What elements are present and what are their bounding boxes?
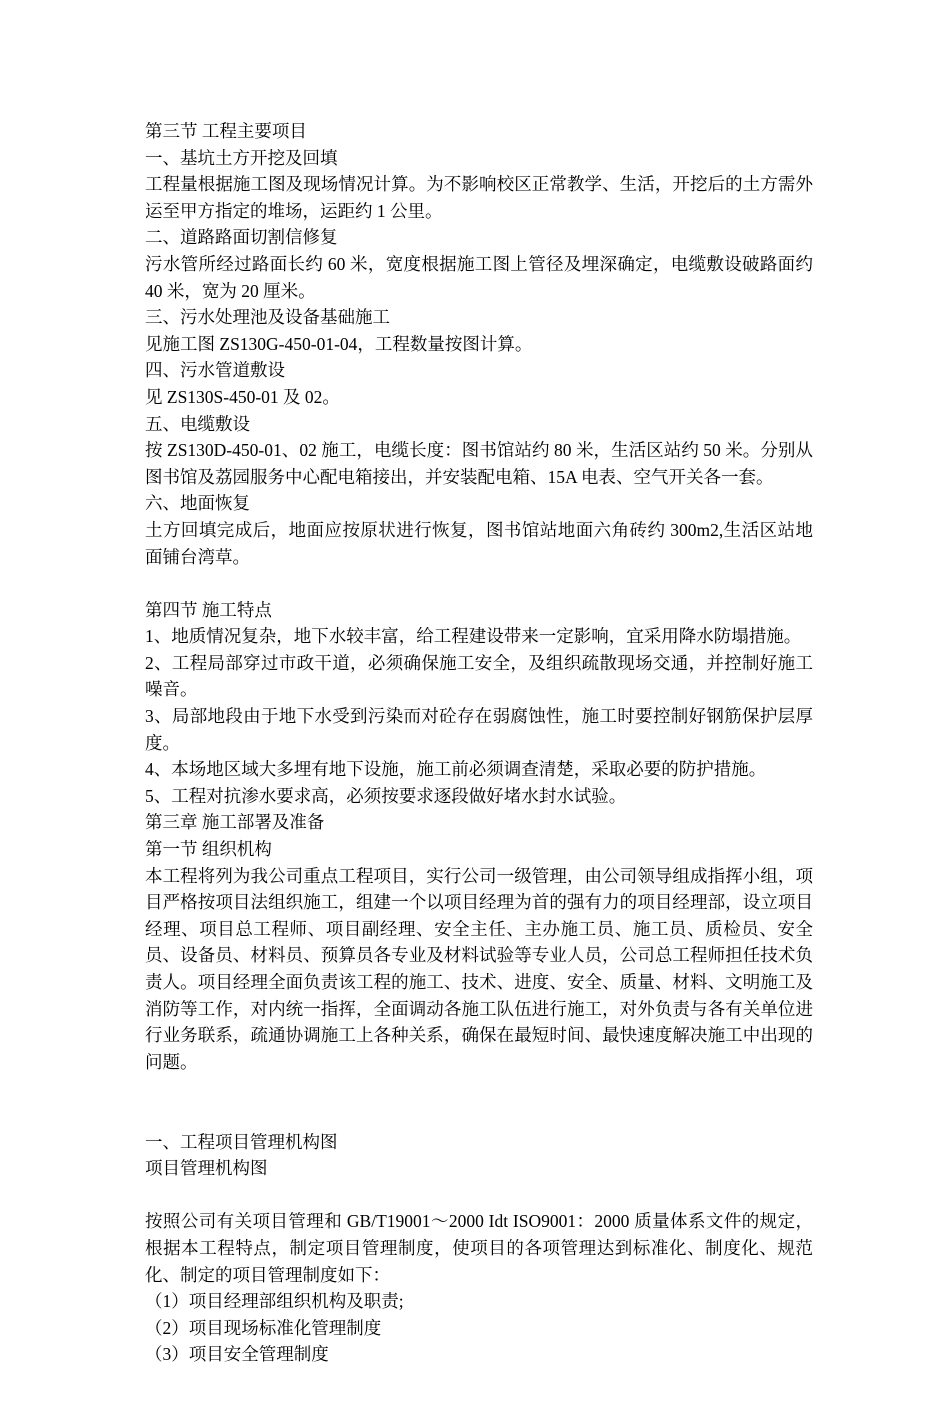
- document-paragraph: 本工程将列为我公司重点工程项目，实行公司一级管理，由公司领导组成指挥小组，项目严格按项目法组织施工，组建一个以项目经理为首的强有力的项目经理部，设立项目经理、项目总工程师、项目副经理、安全主任、主办施工员、施工员、质检员、安全员、设备员、材料员、预算员各专业及材料试验等专业人员，公司总工程师担任技术负责人。项目经理全面负责该工程的施工、技术、进度、安全、质量、材料、文明施工及消防等工作，对内统一指挥，全面调动各施工队伍进行施工，对外负责与各有关单位进行业务联系，疏通协调施工上各种关系，确保在最短时间、最快速度解决施工中出现的问题。: [145, 865, 813, 1072]
- document-paragraph: 工程量根据施工图及现场情况计算。为不影响校区正常教学、生活，开挖后的土方需外运至甲方指定的堆场，运距约 1 公里。: [145, 174, 813, 221]
- document-paragraph: （2）项目现场标准化管理制度: [145, 1317, 382, 1338]
- document-paragraph: 第三节 工程主要项目: [145, 121, 307, 141]
- document-paragraph: [145, 1075, 813, 1102]
- document-paragraph: 2、工程局部穿过市政干道，必须确保施工安全，及组织疏散现场交通，并控制好施工噪音。: [145, 652, 813, 700]
- document-paragraph: 见 ZS130S-450-01 及 02。: [145, 386, 340, 407]
- document-paragraph: 一、基坑土方开挖及回填: [145, 147, 338, 168]
- document-paragraph: [145, 570, 813, 597]
- document-paragraph: 1、地质情况复杂，地下水较丰富，给工程建设带来一定影响，宜采用降水防塌措施。: [145, 626, 802, 647]
- document-paragraph: 第一节 组织机构: [145, 839, 272, 860]
- document-paragraph: 一、工程项目管理机构图: [145, 1131, 338, 1152]
- document-paragraph: 四、污水管道敷设: [145, 360, 285, 381]
- document-paragraph: 六、地面恢复: [145, 493, 250, 514]
- document-paragraph: 土方回填完成后，地面应按原状进行恢复，图书馆站地面六角砖约 300m2,生活区站地面铺台湾草。: [145, 519, 813, 567]
- document-paragraph: 第三章 施工部署及准备: [145, 812, 325, 833]
- document-paragraph: 项目管理机构图: [145, 1158, 268, 1179]
- document-paragraph: 5、工程对抗渗水要求高，必须按要求逐段做好堵水封水试验。: [145, 785, 627, 806]
- document-paragraph: 五、电缆敷设: [145, 413, 250, 434]
- document-paragraph: 二、道路路面切割信修复: [145, 227, 338, 248]
- document-paragraph: 污水管所经过路面长约 60 米，宽度根据施工图上管径及埋深确定，电缆敷设破路面约 40 米，宽为 20 厘米。: [145, 253, 818, 301]
- document-paragraph: （3）项目安全管理制度: [145, 1344, 329, 1365]
- document-paragraph: 3、局部地段由于地下水受到污染而对砼存在弱腐蚀性，施工时要控制好钢筋保护层厚度。: [145, 706, 813, 753]
- document-paragraph: 三、污水处理池及设备基础施工: [145, 307, 390, 328]
- document-body: [145, 118, 818, 1368]
- document-paragraph: 按照公司有关项目管理和 GB/T19001～2000 Idt ISO9001：2000 质量体系文件的规定，根据本工程特点，制定项目管理制度，使项目的各项管理达到标准化、制度化、规范化、制定的项目管理制度如下：: [145, 1211, 813, 1285]
- document-paragraph: （1）项目经理部组织机构及职责;: [145, 1291, 404, 1312]
- document-paragraph: 第四节 施工特点: [145, 599, 272, 620]
- document-paragraph: 按 ZS130D-450-01、02 施工，电缆长度：图书馆站约 80 米，生活区站约 50 米。分别从图书馆及荔园服务中心配电箱接出，并安装配电箱、15A 电表、空气开关各一套。: [145, 440, 813, 487]
- document-paragraph: [145, 1102, 813, 1129]
- document-paragraph: 见施工图 ZS130G-450-01-04，工程数量按图计算。: [145, 333, 533, 354]
- document-paragraph: [145, 1182, 813, 1209]
- document-paragraph: 4、本场地区域大多埋有地下设施，施工前必须调查清楚，采取必要的防护措施。: [145, 759, 767, 780]
